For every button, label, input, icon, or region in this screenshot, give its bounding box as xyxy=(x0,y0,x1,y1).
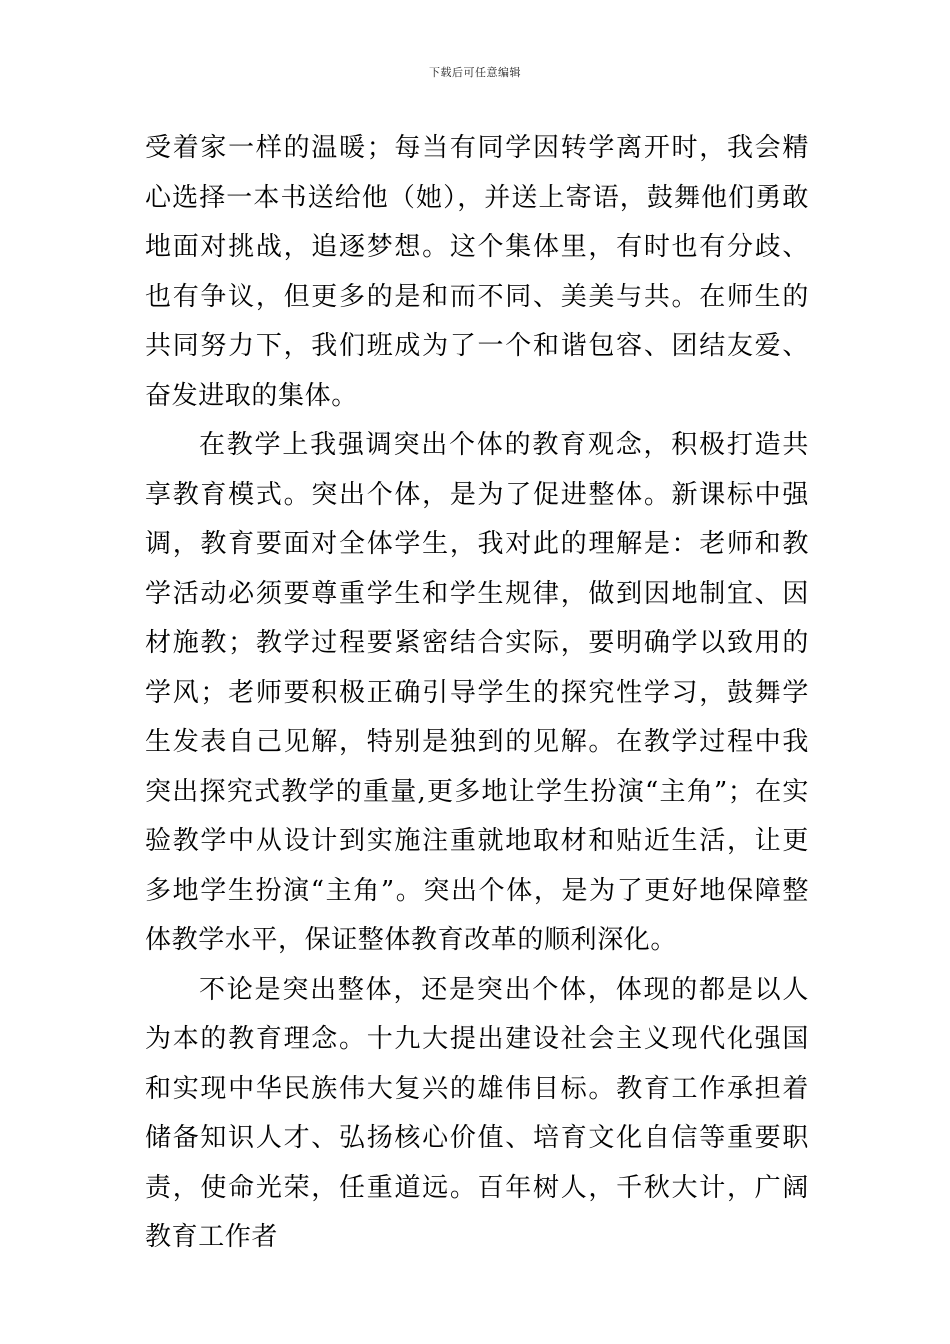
paragraph-2: 在教学上我强调突出个体的教育观念，积极打造共享教育模式。突出个体，是为了促进整体。新课标中强调，教育要面对全体学生，我对此的理解是：老师和教学活动必须要尊重学生和学生规律，做到因地制宜、因材施教；教学过程要紧密结合实际，要明确学以致用的学风；老师要积极正确引导学生的探究性学习，鼓舞学生发表自己见解，特别是独到的见解。在教学过程中我突出探究式教学的重量,更多地让学生扮演“主角”；在实验教学中从设计到实施注重就地取材和贴近生活，让更多地学生扮演“主角”。突出个体，是为了更好地保障整体教学水平，保证整体教育改革的顺利深化。 xyxy=(145,430,809,955)
paragraph-3: 不论是突出整体，还是突出个体，体现的都是以人为本的教育理念。十九大提出建设社会主义现代化强国和实现中华民族伟大复兴的雄伟目标。教育工作承担着储备知识人才、弘扬核心价值、培育文化自信等重要职责，使命光荣，任重道远。百年树人，千秋大计，广阔教育工作者 xyxy=(145,974,809,1252)
document-body xyxy=(145,124,809,1263)
page-header: 下载后可任意编辑 xyxy=(429,66,521,79)
paragraph-1: 受着家一样的温暖；每当有同学因转学离开时，我会精心选择一本书送给他（她），并送上寄语，鼓舞他们勇敢地面对挑战，追逐梦想。这个集体里，有时也有分歧、也有争议，但更多的是和而不同、美美与共。在师生的共同努力下，我们班成为了一个和谐包容、团结友爱、奋发进取的集体。 xyxy=(145,133,809,411)
